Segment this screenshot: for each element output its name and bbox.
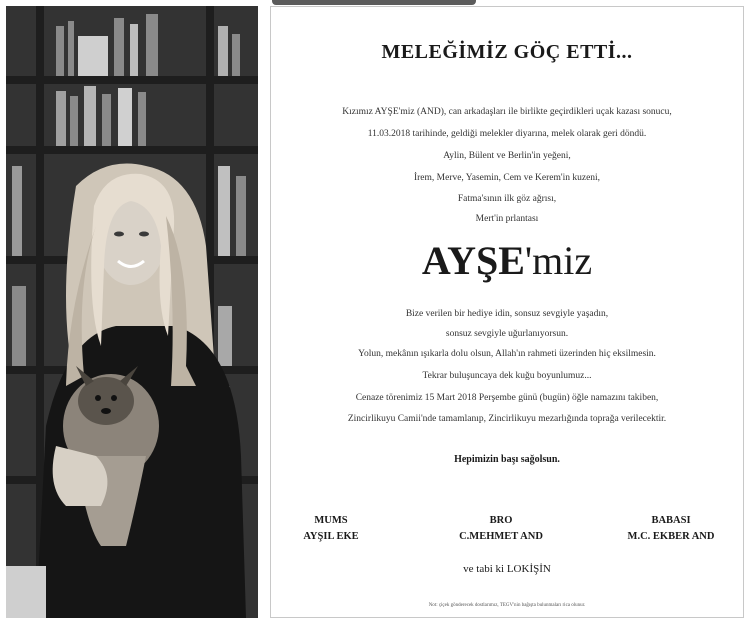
notice-line: Yolun, mekânın ışıkarla dolu olsun, Allah'ın rahmeti üzerinden hiç eksilmesin. <box>358 349 656 359</box>
signature-role: BABASI <box>651 515 691 526</box>
obituary-notice <box>270 6 744 618</box>
pet-line: ve tabi ki LOKİŞİN <box>463 563 551 575</box>
notice-line: Mert'in prlantası <box>475 214 539 224</box>
notice-line: 11.03.2018 tarihinde, geldiği melekler diyarına, melek olarak geri döndü. <box>367 129 647 139</box>
signature-role: BRO <box>489 515 513 526</box>
deceased-name-bold: AYŞE <box>421 238 525 283</box>
portrait-photo-icon <box>6 6 258 618</box>
deceased-name-suffix: 'miz <box>524 238 593 283</box>
signature-name: M.C. EKBER AND <box>627 531 715 542</box>
notice-line: Tekrar buluşuncaya dek kuğu boyunlumuz... <box>422 371 592 381</box>
signature-babasi <box>601 513 741 545</box>
notice-line: Bize verilen bir hediye idin, sonsuz sevgiyle yaşadın, <box>405 309 609 319</box>
signature-bro <box>431 513 571 545</box>
portrait-photo <box>6 6 258 618</box>
notice-line: sonsuz sevgiyle uğurlanıyorsun. <box>445 329 569 339</box>
notice-line: İrem, Merve, Yasemin, Cem ve Kerem'in kuzeni, <box>413 173 601 183</box>
deceased-name <box>271 238 743 283</box>
signature-name: C.MEHMET AND <box>459 531 543 542</box>
notice-line: Aylin, Bülent ve Berlin'in yeğeni, <box>443 151 571 161</box>
notice-line: Fatma'sının ilk göz ağrısı, <box>457 194 557 204</box>
notice-title: MELEĞİMİZ GÖÇ ETTİ... <box>381 41 633 63</box>
footer-note: Not: çiçek gönderecek dostlarımız, TEGV'nin bağışta bulunmaları rica olunur. <box>428 603 586 608</box>
notice-line: Cenaze törenimiz 15 Mart 2018 Perşembe günü (bugün) öğle namazını takiben, <box>355 393 659 403</box>
notice-line: Zincirlikuyu Camii'nde tamamlanıp, Zincirlikuyu mezarlığında toprağa verilecektir. <box>347 414 667 424</box>
signature-mums <box>271 513 391 545</box>
signature-role: MUMS <box>314 515 348 526</box>
notice-line: Kızımız AYŞE'miz (AND), can arkadaşları ile birlikte geçirdikleri uçak kazası sonucu, <box>342 107 672 117</box>
window-tab <box>272 0 476 5</box>
signature-name: AYŞIL EKE <box>303 531 359 542</box>
condolence-line: Hepimizin başı sağolsun. <box>454 454 560 465</box>
